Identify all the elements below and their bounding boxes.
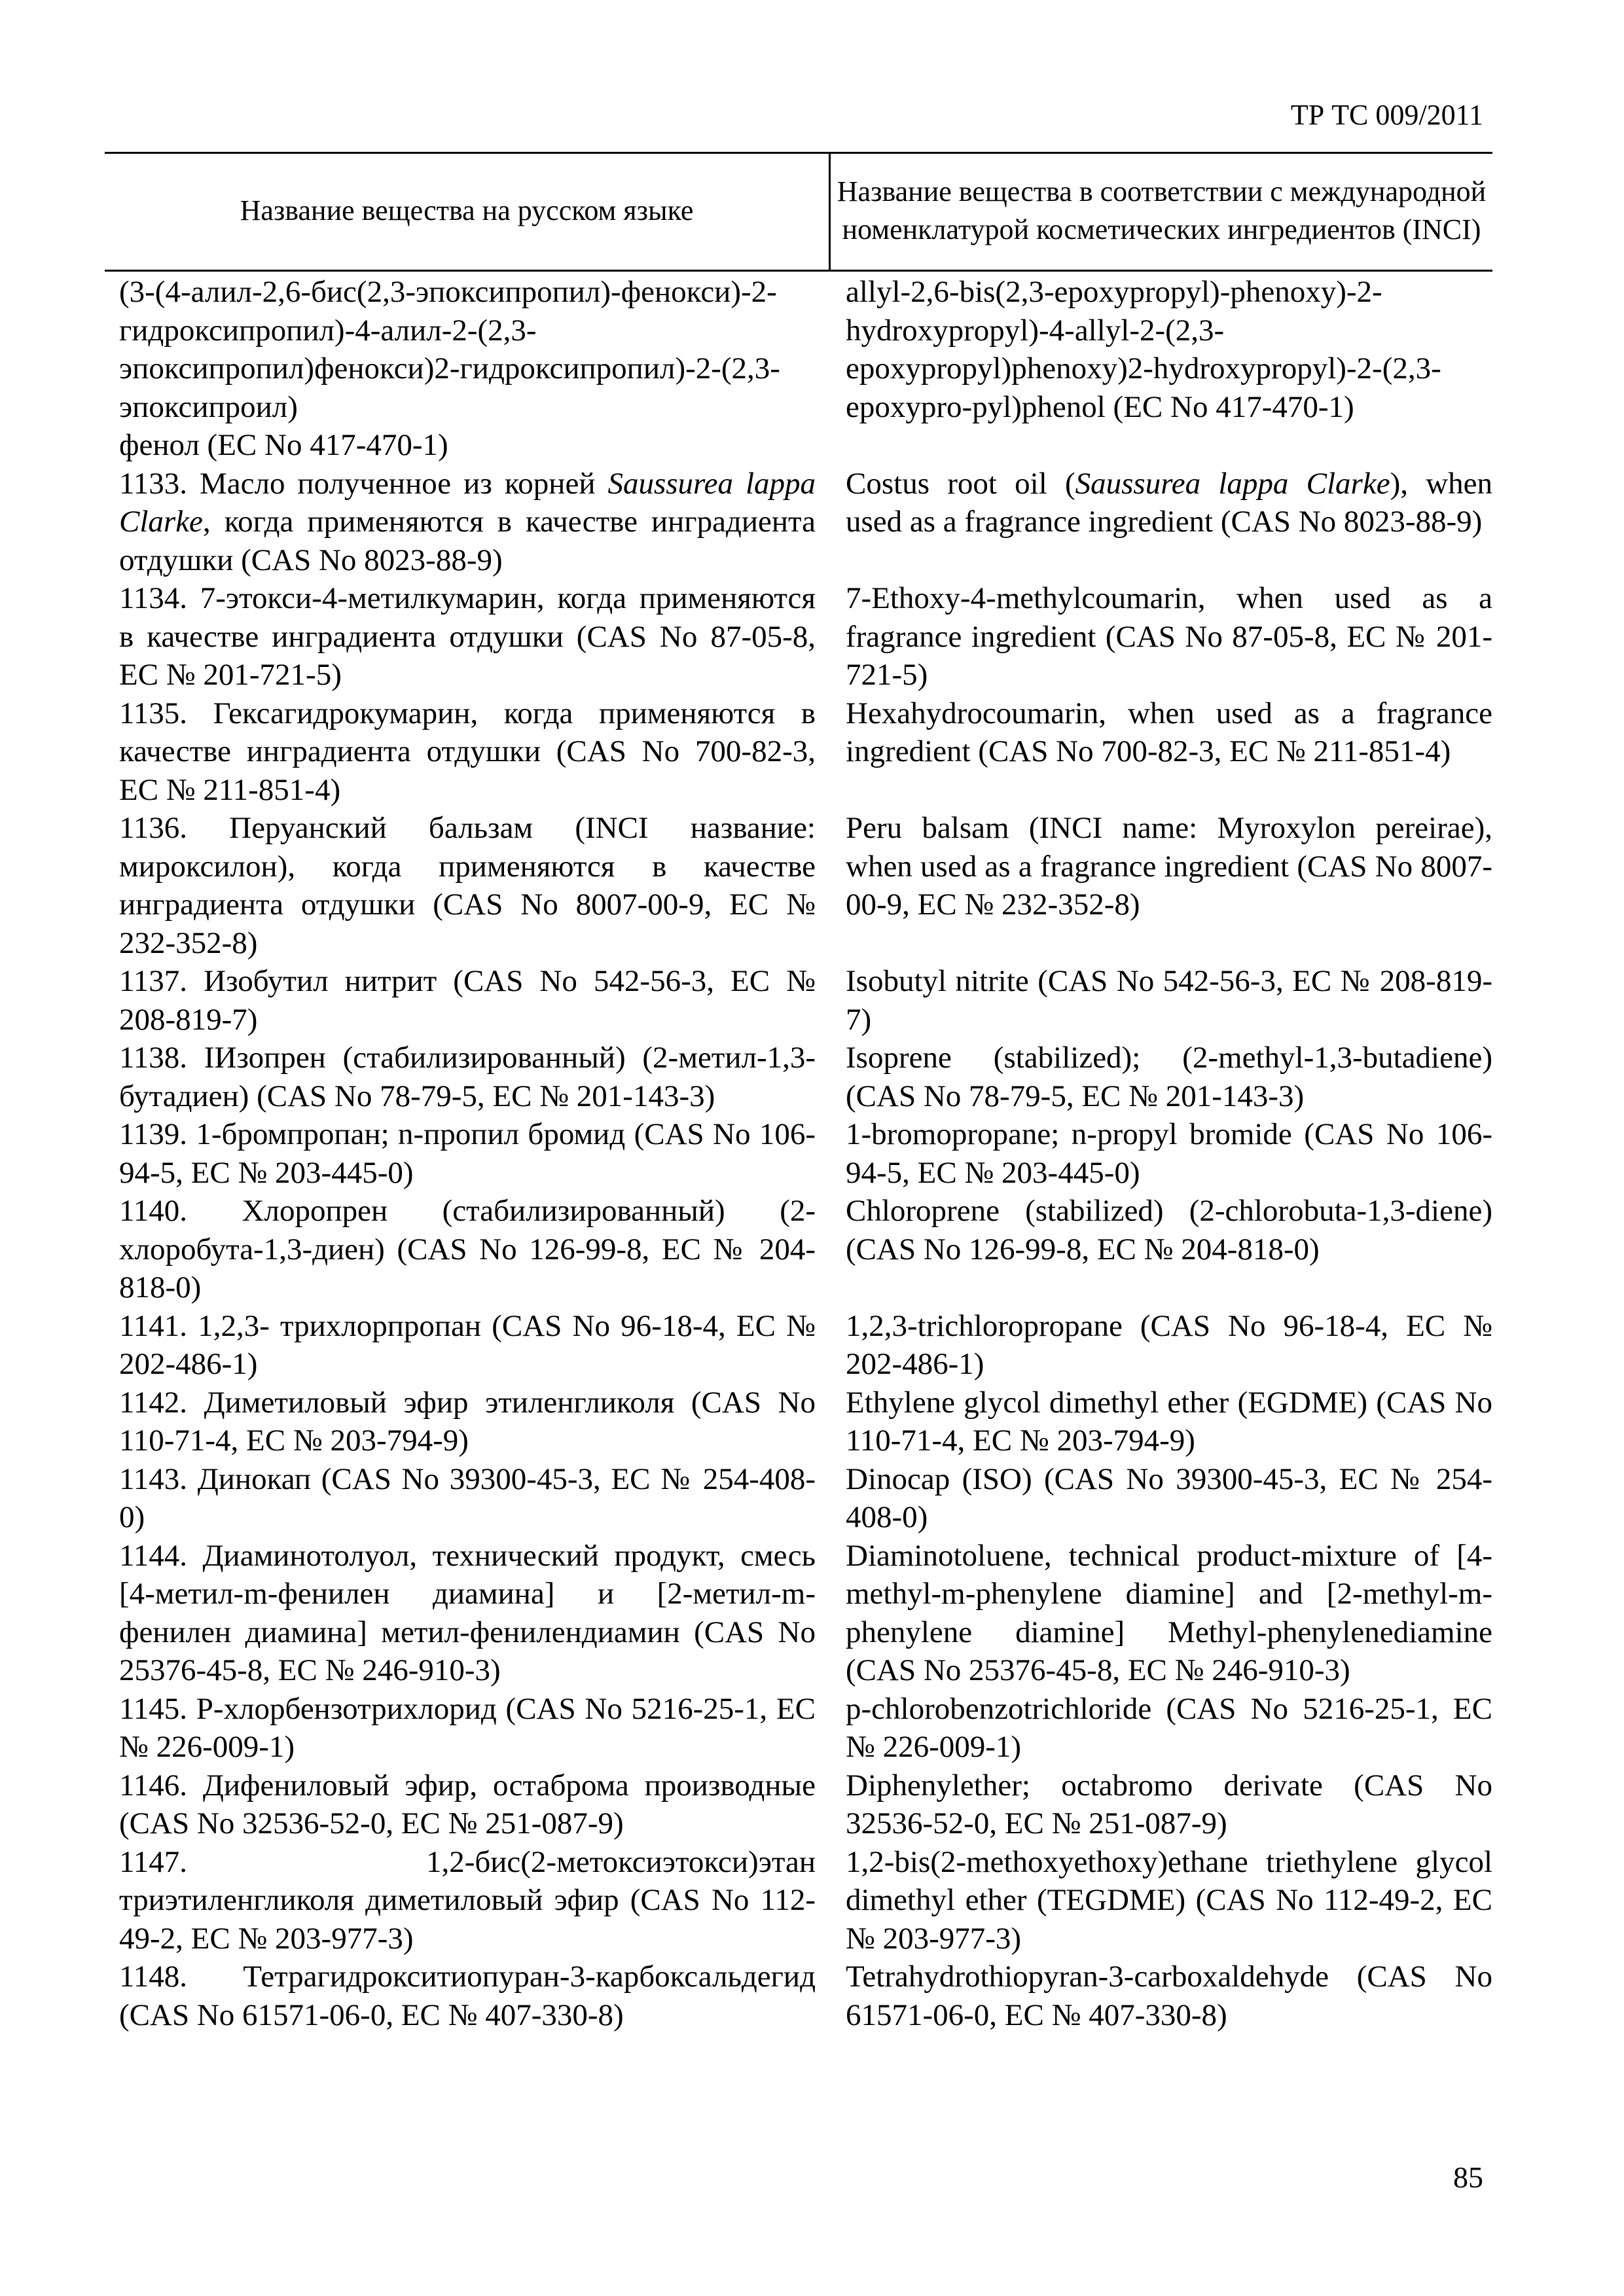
substance-name-inci: Diaminotoluene, technical product-mixture of [4-methyl-m-phenylene diamine] and [2-methyl-m-phenylene diamine] Methyl-phenylenediamine (CAS No 25376-45-8, EC № 246-910-3) (846, 1538, 1492, 1687)
substance-name-ru: 1144. Диаминотолуол, технический продукт, смесь [4-метил-m-фенилен диамина] и [2-метил-m-фенилен диамина] метил-фенилендиамин (CAS No 25376-45-8, EC № 246-910-3) (119, 1538, 816, 1687)
substance-name-ru: 1138. ІИзопрен (стабилизированный) (2-метил-1,3-бутадиен) (CAS No 78-79-5, EC № 201-143-3) (119, 1041, 816, 1113)
substance-name-ru: (3-(4-алил-2,6-бис(2,3-эпоксипропил)-фенокси)-2-гидроксипропил)-4-алил-2-(2,3-эпоксипропил)фенокси)2-гидроксипропил)-2-(2,3-эпоксипроил) фенол (EC No 417-470-1) (119, 275, 780, 462)
table-row (105, 1192, 1492, 1307)
table-row (105, 465, 1492, 580)
substance-name-inci: Diphenylether; octabromo derivate (CAS No 32536-52-0, EC № 251-087-9) (846, 1768, 1492, 1840)
substance-name-inci: Costus root oil (Saussurea lappa Clarke), when used as a fragrance ingredient (CAS No 8023-88-9) (846, 466, 1492, 539)
substance-name-ru: 1147. 1,2-бис(2-метоксиэтокси)этан триэтиленгликоля диметиловый эфир (CAS No 112-49-2, EC № 203-977-3) (119, 1844, 816, 1956)
table-row (105, 273, 1492, 465)
substance-name-inci: Tetrahydrothiopyran-3-carboxaldehyde (CAS No 61571-06-0, EC № 407-330-8) (846, 1960, 1492, 2032)
table-row (105, 1767, 1492, 1843)
table-row (105, 1115, 1492, 1192)
substance-name-ru: 1142. Диметиловый эфир этиленгликоля (CAS No 110-71-4, EC № 203-794-9) (119, 1385, 816, 1458)
table-row (105, 1843, 1492, 1958)
table-row (105, 809, 1492, 962)
table-row (105, 1958, 1492, 2034)
table-body (105, 273, 1492, 2034)
substance-name-inci: 1,2,3-trichloropropane (CAS No 96-18-4, EC № 202-486-1) (846, 1308, 1492, 1381)
table-row (105, 579, 1492, 694)
substance-name-ru: 1134. 7-этокси-4-метилкумарин, когда применяются в качестве инградиента отдушки (CAS No 87-05-8, EC № 201-721-5) (119, 581, 816, 692)
table-row (105, 1384, 1492, 1460)
substance-name-ru: 1136. Перуанский бальзам (INCI название: мироксилон), когда применяются в качестве инградиента отдушки (CAS No 8007-00-9, EC № 232-352-8) (119, 811, 816, 960)
substance-name-ru: 1135. Гексагидрокумарин, когда применяются в качестве инградиента отдушки (CAS No 700-82-3, EC № 211-851-4) (119, 696, 816, 807)
substance-name-inci: 7-Ethoxy-4-methylcoumarin, when used as a fragrance ingredient (CAS No 87-05-8, EC № 201-721-5) (846, 581, 1492, 692)
table-row (105, 1537, 1492, 1690)
substance-name-inci: Isoprene (stabilized); (2-methyl-1,3-butadiene) (CAS No 78-79-5, EC № 201-143-3) (846, 1041, 1492, 1113)
substance-name-inci: Dinocap (ISO) (CAS No 39300-45-3, EC № 254-408-0) (846, 1462, 1492, 1534)
table-row (105, 962, 1492, 1039)
substance-name-ru: 1145. Р-хлорбензотрихлорид (CAS No 5216-25-1, EC № 226-009-1) (119, 1691, 816, 1764)
substance-name-inci: Isobutyl nitrite (CAS No 542-56-3, EC № 208-819-7) (846, 964, 1492, 1037)
page-number: 85 (1453, 2161, 1483, 2194)
table-row (105, 1039, 1492, 1115)
substance-name-inci: 1,2-bis(2-methoxyethoxy)ethane triethylene glycol dimethyl ether (TEGDME) (CAS No 112-49-2, EC № 203-977-3) (846, 1844, 1492, 1956)
substance-name-ru: 1133. Масло полученное из корней Saussurea lappa Clarke, когда применяются в качестве инградиента отдушки (CAS No 8023-88-9) (119, 466, 816, 577)
document-code: ТР ТС 009/2011 (1290, 99, 1483, 131)
table-row (105, 694, 1492, 810)
substance-name-ru: 1148. Тетрагидрокситиопуран-3-карбоксальдегид (CAS No 61571-06-0, EC № 407-330-8) (119, 1960, 816, 2032)
table-row (105, 1307, 1492, 1384)
substance-name-inci: Ethylene glycol dimethyl ether (EGDME) (CAS No 110-71-4, EC № 203-794-9) (846, 1385, 1492, 1458)
substance-name-inci: Hexahydrocoumarin, when used as a fragrance ingredient (CAS No 700-82-3, EC № 211-851-4) (846, 696, 1492, 768)
substance-name-ru: 1141. 1,2,3- трихлорпропан (CAS No 96-18-4, EC № 202-486-1) (119, 1308, 816, 1381)
column-header-inci: Название вещества в соответствии с международной номенклатурой косметических ингредиентов (INCI) (837, 175, 1487, 245)
substance-name-inci: allyl-2,6-bis(2,3-epoxypropyl)-phenoxy)-2-hydroxypropyl)-4-allyl-2-(2,3-epoxypropyl)phenoxy)2-hydroxypropyl)-2-(2,3-epoxypro-pyl)phenol (EC No 417-470-1) (846, 275, 1441, 424)
substance-name-ru: 1139. 1-бромпропан; n-пропил бромид (CAS No 106-94-5, EC № 203-445-0) (119, 1117, 816, 1190)
table-row (105, 1690, 1492, 1767)
substance-name-inci: 1-bromopropane; n-propyl bromide (CAS No 106-94-5, EC № 203-445-0) (846, 1117, 1492, 1190)
substance-name-inci: p-chlorobenzotrichloride (CAS No 5216-25-1, EC № 226-009-1) (846, 1691, 1492, 1764)
column-header-russian: Название вещества на русском языке (240, 194, 694, 226)
substance-name-ru: 1146. Дифениловый эфир, остаброма производные (CAS No 32536-52-0, EC № 251-087-9) (119, 1768, 816, 1840)
substance-name-inci: Peru balsam (INCI name: Myroxylon pereirae), when used as a fragrance ingredient (CAS No 8007-00-9, EC № 232-352-8) (846, 811, 1492, 922)
substance-name-ru: 1137. Изобутил нитрит (CAS No 542-56-3, EC № 208-819-7) (119, 964, 816, 1037)
table-row (105, 1460, 1492, 1537)
substance-name-inci: Chloroprene (stabilized) (2-chlorobuta-1,3-diene) (CAS No 126-99-8, EC № 204-818-0) (846, 1194, 1492, 1266)
substance-name-ru: 1140. Хлоропрен (стабилизированный) (2-хлоробута-1,3-диен) (CAS No 126-99-8, EC № 204-818-0) (119, 1194, 816, 1304)
substance-name-ru: 1143. Динокап (CAS No 39300-45-3, EC № 254-408-0) (119, 1462, 816, 1534)
table-header-rule (105, 270, 1492, 272)
